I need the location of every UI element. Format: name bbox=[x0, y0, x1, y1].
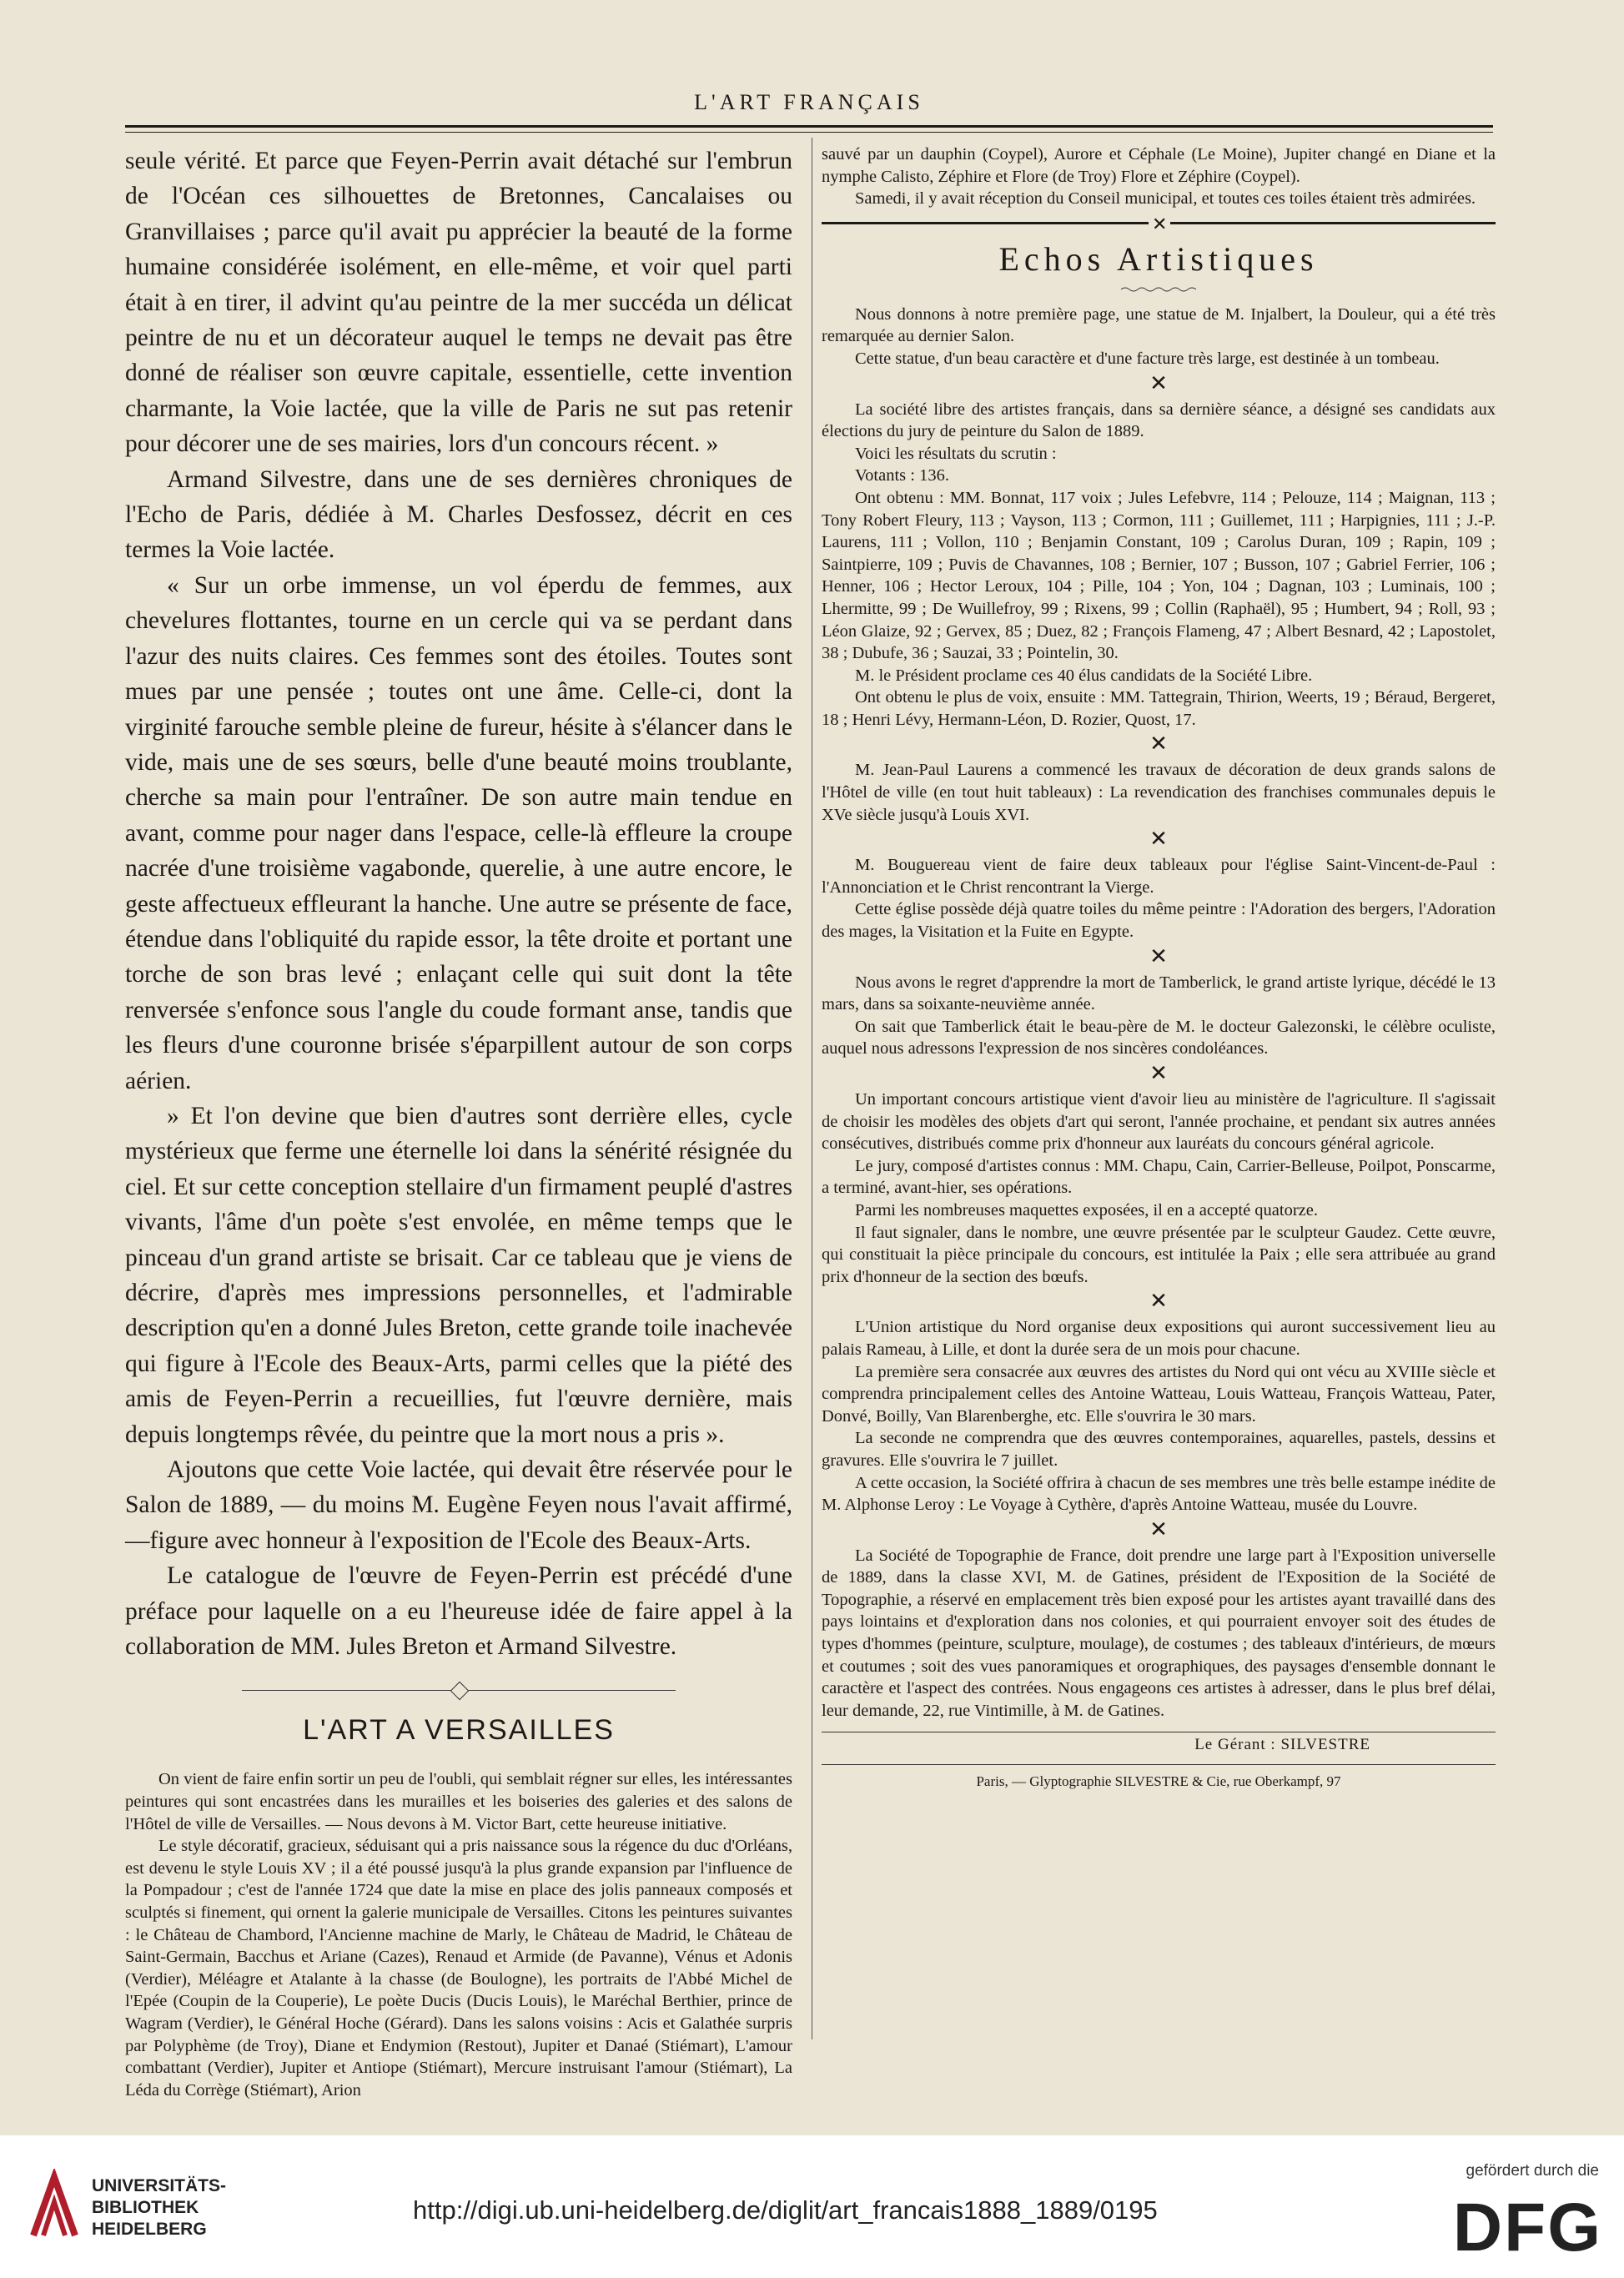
header-rule bbox=[125, 125, 1493, 128]
echo-paragraph: L'Union artistique du Nord organise deux expositions qui auront successivement lieu au palais Rameau, à Lille, et dont la durée sera de un mois pour chacune. bbox=[822, 1318, 1496, 1359]
item-separator: ✕ bbox=[1149, 370, 1168, 395]
echos-section-title: Echos Artistiques bbox=[998, 239, 1319, 278]
echo-paragraph: Voici les résultats du scrutin : bbox=[855, 444, 1057, 463]
versailles-article-text bbox=[125, 1768, 792, 2101]
versailles-paragraph: On vient de faire enfin sortir un peu de l'oubli, qui semblait régner sur elles, les intéressantes peintures qui sont encastrées dans les murailles et les boiseries des galeries et des salons de l'Hôtel de ville de Versailles. — Nous devons à M. Victor Bart, cette heureuse initiative. bbox=[125, 1770, 792, 1833]
echo-paragraph: Ont obtenu le plus de voix, ensuite : MM. Tattegrain, Thirion, Weerts, 19 ; Béraud, Bergeret, 18 ; Henri Lévy, Hermann-Léon, D. Rozier, Quost, 17. bbox=[822, 688, 1496, 729]
section-divider: ✕ bbox=[822, 222, 1496, 224]
echo-paragraph: La seconde ne comprendra que des œuvres contemporaines, aquarelles, pastels, dessins et gravures. Elle s'ouvrira le 7 juillet. bbox=[822, 1429, 1496, 1470]
item-separator: ✕ bbox=[1149, 943, 1168, 968]
echo-paragraph: Nous avons le regret d'apprendre la mort de Tamberlick, le grand artiste lyrique, décédé le 13 mars, dans sa soixante-neuvième année. bbox=[822, 973, 1496, 1014]
echo-paragraph: A cette occasion, la Société offrira à chacun de ses membres une très belle estampe inédite de M. Alphonse Leroy : Le Voyage à Cythère, d'après Antoine Watteau, musée du Louvre. bbox=[822, 1473, 1496, 1515]
echo-paragraph: Nous donnons à notre première page, une statue de M. Injalbert, la Douleur, qui a été très remarquée au dernier Salon. bbox=[822, 304, 1496, 346]
echo-item bbox=[822, 1316, 1496, 1516]
digitization-footer bbox=[0, 2135, 1624, 2278]
article-paragraph: Ajoutons que cette Voie lactée, qui devait être réservée pour le Salon de 1889, — du moins M. Eugène Feyen nous l'avait affirmé,—figure avec honneur à l'exposition de l'Ecole des Beaux-Arts. bbox=[125, 1456, 792, 1554]
echo-paragraph: M. Jean-Paul Laurens a commencé les travaux de décoration de deux grands salons de l'Hôtel de ville (en tout huit tableaux) : La revendication des franchises communales depuis le XVe siècle jusqu'à Louis XVI. bbox=[822, 761, 1496, 824]
library-name-line-1: UNIVERSITÄTS- bbox=[92, 2176, 227, 2195]
echos-items bbox=[822, 304, 1496, 1722]
echo-paragraph: Parmi les nombreuses maquettes exposées, il en a accepté quatorze. bbox=[855, 1200, 1319, 1219]
library-name-line-2: BIBLIOTHEK bbox=[92, 2198, 199, 2217]
funded-by-label: gefördert durch die bbox=[1466, 2162, 1599, 2180]
echo-paragraph: Votants : 136. bbox=[855, 466, 949, 485]
article-paragraph: « Sur un orbe immense, un vol éperdu de femmes, aux chevelures flottantes, tourne en un cercle qui va se perdant dans l'azur des nuits claires. Ces femmes sont des étoiles. Toutes sont mues par une pensée ; toutes ont une âme. Celle-ci, dont la virginité farouche semble pleine de fureur, hésite à s'élancer dans le vide, mais une de ses sœurs, belle d'une beauté moins troublante, cherche sa main pour l'entraîner. De son autre main tendue en avant, comme pour nager dans l'espace, celle-là effleure la croupe nacrée d'une troisième vagabonde, querelie, à une autre encore, le geste affectueux effleurant la hanche. Une autre se présente de face, étendue dans l'obliquité du rapide essor, la tête droite et portant une torche de son bras levé ; enlaçant celle qui suit dont la tête renversée s'enfonce sous l'angle du coude formant anse, tandis que les fleurs d'une couronne brisée s'éparpillent autour de son corps aérien. bbox=[125, 571, 792, 1094]
item-separator: ✕ bbox=[1149, 732, 1168, 757]
article-paragraph: » Et l'on devine que bien d'autres sont derrière elles, cycle mystérieux que ferme une éternelle loi dans la sénérité résignée du ciel. Et sur cette conception stellaire d'un firmament peuplé d'astres vivants, l'âme d'un poète s'est envolée, en même temps que le pinceau d'un grand artiste se brisait. Car ce tableau que je viens de décrire, d'après mes impressions personnelles, et l'admirable description qu'en a donné Jules Breton, cette grande toile inachevée qui figure à l'Ecole des Beaux-Arts, parmi celles que la piété des amis de Feyen-Perrin a recueillies, fut l'œuvre dernière, mais depuis longtemps rêvée, du peintre que la mort nous a pris ». bbox=[125, 1102, 792, 1448]
left-column bbox=[125, 143, 792, 2101]
echo-item bbox=[822, 304, 1496, 370]
library-name bbox=[92, 2175, 226, 2240]
right-continued-text bbox=[822, 143, 1496, 210]
article-paragraph: Le catalogue de l'œuvre de Feyen-Perrin est précédé d'une préface pour laquelle on a eu l'heureuse idée de faire appel à la collaboration de MM. Jules Breton et Armand Silvestre. bbox=[125, 1562, 792, 1661]
versailles-continued-paragraph: sauvé par un dauphin (Coypel), Aurore et Céphale (Le Moine), Jupiter changé en Diane et la nymphe Calisto, Zéphire et Flore (de Troy) Flore et Zéphire (Coypel). bbox=[822, 145, 1496, 186]
title-flourish bbox=[822, 282, 1496, 289]
echo-paragraph: M. le Président proclame ces 40 élus candidats de la Société Libre. bbox=[855, 666, 1313, 685]
article-paragraph: Armand Silvestre, dans une de ses dernières chroniques de l'Echo de Paris, dédiée à M. Charles Desfossez, décrit en ces termes la Voie lactée. bbox=[125, 465, 792, 564]
running-title: L'ART FRANÇAIS bbox=[694, 90, 924, 114]
dfg-logo[interactable]: DFG bbox=[1452, 2190, 1602, 2265]
echo-paragraph: Il faut signaler, dans le nombre, une œuvre présentée par le sculpteur Gaudez. Cette œuvre, qui constituait la pièce principale du concours, est intitulée la Paix ; elle sera attribuée au grand prix d'honneur de la section des bœufs. bbox=[822, 1223, 1496, 1286]
item-separator: ✕ bbox=[1149, 1289, 1168, 1314]
echo-paragraph: La société libre des artistes français, dans sa dernière séance, a désigné ses candidats aux élections du jury de peinture du Salon de 1889. bbox=[822, 400, 1496, 441]
source-url-link[interactable]: http://digi.ub.uni-heidelberg.de/diglit/art_francais1888_1889/0195 bbox=[413, 2195, 1158, 2225]
echo-paragraph: Cette église possède déjà quatre toiles du même peintre : l'Adoration des bergers, l'Adoration des mages, la Visitation et la Fuite en Egypte. bbox=[822, 900, 1496, 942]
echo-paragraph: Le jury, composé d'artistes connus : MM. Chapu, Cain, Carrier-Belleuse, Poilpot, Ponscarme, a terminé, avant-hier, ses opérations. bbox=[822, 1156, 1496, 1198]
echo-paragraph: Un important concours artistique vient d'avoir lieu au ministère de l'agriculture. Il s'agissait de choisir les modèles des objets d'art qui seront, l'année prochaine, et pendant six autres années consécutives, distribués comme prix d'honneur aux lauréats du concours général agricole. bbox=[822, 1090, 1496, 1154]
echo-paragraph: M. Bouguereau vient de faire deux tableaux pour l'église Saint-Vincent-de-Paul : l'Annonciation et le Christ rencontrant la Vierge. bbox=[822, 856, 1496, 897]
gerant-line: Le Gérant : SILVESTRE bbox=[1194, 1736, 1370, 1754]
item-separator: ✕ bbox=[1149, 827, 1168, 852]
versailles-paragraph: Le style décoratif, gracieux, séduisant qui a pris naissance sous la régence du duc d'Orléans, est devenu le style Louis XV ; il a été poussé jusqu'à la plus grande expansion par l'influence de la Pompadour ; c'est de l'année 1724 que date la mise en place des jolis panneaux composés et sculptés si finement, qui ornent la galerie municipale de Versailles. Citons les peintures suivantes : le Château de Chambord, l'Ancienne machine de Marly, le Château de Madrid, le Château de Saint-Germain, Bacchus et Ariane (Cazes), Renaud et Armide (de Pavanne), Vénus et Adonis (Verdier), Méléagre et Atalante à la chasse (de Boulogne), les portraits de l'Abbé Michel de l'Epée (Coupin de la Couperie), Le poète Ducis (Ducis Louis), le Maréchal Berthier, prince de Wagram (Verdier), le Général Hoche (Gérard). Dans les salons voisins : Acis et Galathée surpris par Polyphème (de Troy), Diane et Endymion (Restout), Jupiter et Danaé (Stiémart), L'amour combattant (Verdier), Jupiter et Antiope (Stiémart), Mercure instruisant l'amour (Stiémart), La Léda du Corrège (Stiémart), Arion bbox=[125, 1837, 792, 2099]
imprint-rule bbox=[822, 1764, 1496, 1765]
university-library-logo[interactable] bbox=[25, 2169, 83, 2248]
item-separator: ✕ bbox=[1149, 1061, 1168, 1085]
printer-imprint: Paris, — Glyptographie SILVESTRE & Cie, rue Oberkampf, 97 bbox=[976, 1773, 1341, 1790]
item-separator: ✕ bbox=[1149, 1516, 1168, 1541]
echo-paragraph: Ont obtenu : MM. Bonnat, 117 voix ; Jules Lefebvre, 114 ; Pelouze, 114 ; Maignan, 113 ; Tony Robert Fleury, 113 ; Vayson, 113 ; Cormon, 111 ; Guillemet, 111 ; Harpignies, 111 ; J.-P. Laurens, 111 ; Vollon, 110 ; Benjamin Constant, 109 ; Carolus Duran, 109 ; Rapin, 109 ; Saintpierre, 109 ; Puvis de Chavannes, 108 ; Bernier, 107 ; Busson, 107 ; Gabriel Ferrier, 106 ; Henner, 106 ; Hector Leroux, 104 ; Pille, 104 ; Yon, 104 ; Dagnan, 103 ; Luminais, 100 ; Lhermitte, 99 ; De Wuillefroy, 99 ; Rixens, 99 ; Collin (Raphaël), 95 ; Humbert, 94 ; Roll, 93 ; Léon Glaize, 92 ; Gervex, 85 ; Duez, 82 ; François Flameng, 47 ; Albert Besnard, 42 ; Lapostolet, 38 ; Dubufe, 36 ; Sauzai, 33 ; Pointelin, 30. bbox=[822, 488, 1496, 663]
echo-item bbox=[822, 972, 1496, 1060]
echo-item bbox=[822, 399, 1496, 732]
echo-paragraph: La Société de Topographie de France, doit prendre une large part à l'Exposition universelle de 1889, dans la classe XVI, M. de Gatines, président de l'Exposition de la Société de Topographie, a réservé en emplacement très bien exposé pour les artistes ayant travaillé dans des pays lointains et d'exploration dans nos colonies, et qui pourraient envoyer soit des études de types d'hommes (peinture, sculpture, moulage), de costumes ; des tableaux d'intérieurs, de mœurs et coutumes ; soit des vues panoramiques et orographiques, des paysages d'ensemble donnant le caractère et l'aspect des contrées. Nous engageons ces artistes à adresser, dans le plus bref délai, leur demande, 22, rue Vintimille, à M. de Gatines. bbox=[822, 1546, 1496, 1720]
echo-item bbox=[822, 1089, 1496, 1288]
versailles-section-title: L'ART A VERSAILLES bbox=[303, 1714, 615, 1747]
echo-item bbox=[822, 1545, 1496, 1722]
echo-paragraph: On sait que Tamberlick était le beau-père de M. le docteur Galezonski, le célèbre oculiste, auquel nous adressons l'expression de nos sincères condoléances. bbox=[822, 1017, 1496, 1059]
ornamental-rule bbox=[242, 1684, 676, 1697]
right-column bbox=[822, 143, 1496, 1790]
echo-item bbox=[822, 854, 1496, 943]
library-name-line-3: HEIDELBERG bbox=[92, 2220, 207, 2239]
header-rule-thin bbox=[125, 132, 1493, 133]
article-paragraph: seule vérité. Et parce que Feyen-Perrin avait détaché sur l'embrun de l'Océan ces silhouettes de Bretonnes, Cancalaises ou Granvillaises ; parce qu'il avait pu apprécier la beauté de la forme humaine considérée isolément, en elle-même, et voir quel parti était à en tirer, il advint qu'au peintre de la mer succéda un délicat peintre de nu et un décorateur auquel le temps ne devait pas être donné de réaliser son œuvre capitale, essentielle, cette invention charmante, la Voie lactée, que la ville de Paris ne sut pas retenir pour décorer une de ses mairies, lors d'un concours récent. » bbox=[125, 148, 792, 458]
versailles-continued-paragraph: Samedi, il y avait réception du Conseil municipal, et toutes ces toiles étaient très admirées. bbox=[855, 189, 1476, 209]
echo-paragraph: Cette statue, d'un beau caractère et d'une facture très large, est destinée à un tombeau. bbox=[855, 349, 1440, 368]
echo-paragraph: La première sera consacrée aux œuvres des artistes du Nord qui ont vécu au XVIIIe siècle et comprendra principalement celles des Antoine Watteau, Louis Watteau, François Watteau, Pater, Donvé, Boilly, Van Blarenberghe, etc. Elle s'ouvrira le 30 mars. bbox=[822, 1362, 1496, 1426]
left-main-text bbox=[125, 143, 792, 1664]
echo-item bbox=[822, 759, 1496, 826]
